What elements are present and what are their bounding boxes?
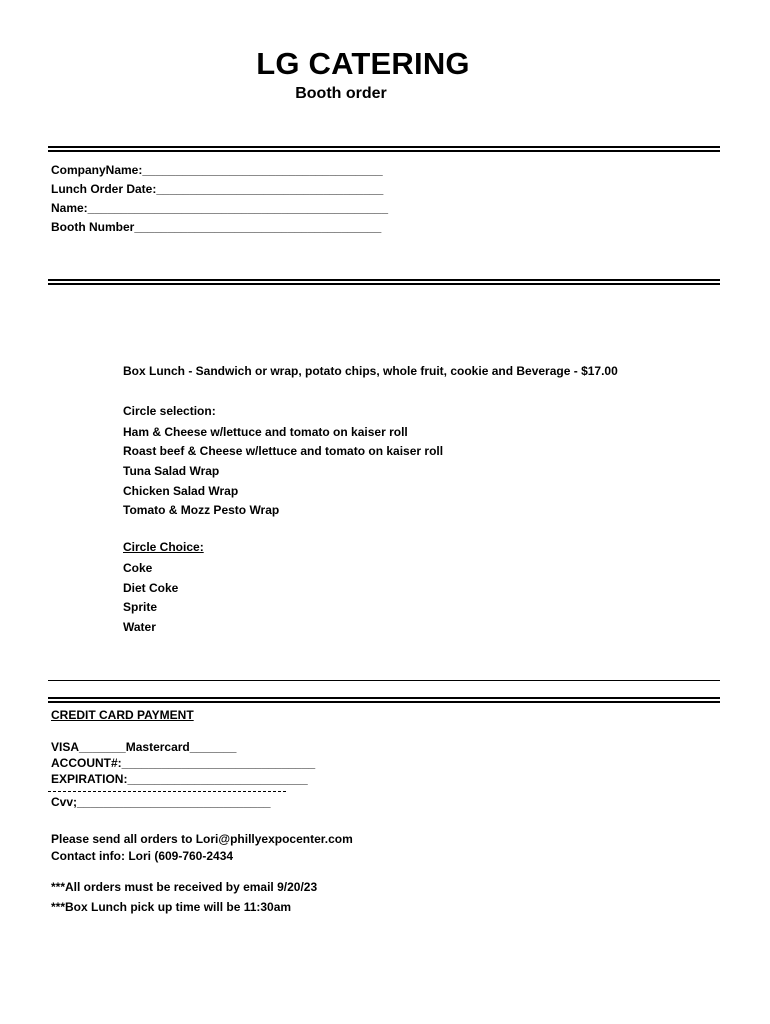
sandwich-option[interactable]: Tuna Salad Wrap xyxy=(123,464,220,478)
card-type-field[interactable]: VISA_______Mastercard_______ xyxy=(51,740,237,754)
beverage-option[interactable]: Diet Coke xyxy=(123,581,179,595)
name-field[interactable]: Name:_____________________________________________ xyxy=(51,201,389,215)
sandwich-selection-heading: Circle selection: xyxy=(123,404,216,418)
dashed-divider xyxy=(48,791,286,792)
sandwich-option[interactable]: Chicken Salad Wrap xyxy=(123,484,239,498)
beverage-option[interactable]: Coke xyxy=(123,561,153,575)
divider-top xyxy=(48,146,720,152)
cvv-field[interactable]: Cvv;_____________________________ xyxy=(51,795,271,809)
order-deadline-note: ***All orders must be received by email 9/20/23 xyxy=(51,880,318,894)
contact-info-text: Contact info: Lori (609-760-2434 xyxy=(51,849,234,863)
sandwich-option[interactable]: Roast beef & Cheese w/lettuce and tomato on kaiser roll xyxy=(123,444,444,458)
beverage-choice-heading: Circle Choice: xyxy=(123,540,204,554)
sandwich-option[interactable]: Ham & Cheese w/lettuce and tomato on kaiser roll xyxy=(123,425,408,439)
divider-middle xyxy=(48,279,720,285)
sandwich-option[interactable]: Tomato & Mozz Pesto Wrap xyxy=(123,503,280,517)
send-orders-text: Please send all orders to Lori@phillyexpocenter.com xyxy=(51,832,353,846)
beverage-option[interactable]: Sprite xyxy=(123,600,158,614)
company-name-field[interactable]: CompanyName:____________________________________ xyxy=(51,163,383,177)
page-subtitle: Booth order xyxy=(295,85,387,102)
booth-number-field[interactable]: Booth Number_____________________________________ xyxy=(51,220,382,234)
beverage-option[interactable]: Water xyxy=(123,620,156,634)
lunch-order-date-field[interactable]: Lunch Order Date:__________________________________ xyxy=(51,182,384,196)
expiration-field[interactable]: EXPIRATION:___________________________ xyxy=(51,772,308,786)
box-lunch-description: Box Lunch - Sandwich or wrap, potato chips, whole fruit, cookie and Beverage - $17.00 xyxy=(123,364,618,378)
page-title: LG CATERING xyxy=(256,46,470,81)
account-number-field[interactable]: ACCOUNT#:_____________________________ xyxy=(51,756,316,770)
divider-payment xyxy=(48,697,720,703)
credit-card-heading: CREDIT CARD PAYMENT xyxy=(51,708,194,722)
divider-payment-top xyxy=(48,680,720,681)
pickup-time-note: ***Box Lunch pick up time will be 11:30am xyxy=(51,900,292,914)
